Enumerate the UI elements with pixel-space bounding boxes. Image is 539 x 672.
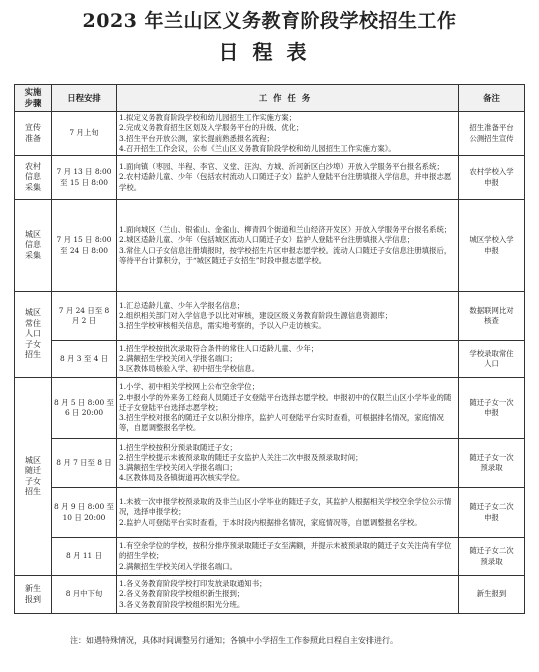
schedule-cell: 7 月 15 日 8:00 至 24 日 8:00 [52,200,117,292]
remark-cell: 新生报到 [459,576,525,614]
schedule-cell: 7 月 13 日 8:00 至 15 日 8:00 [52,156,117,200]
stage-cell: 宣传准备 [15,112,52,156]
stage-cell: 城区常住人口子女招生 [15,292,52,378]
table-row [15,200,525,292]
table-row [15,576,525,614]
table-row [15,439,525,488]
schedule-cell: 8 月中下旬 [52,576,117,614]
stage-cell: 城区随迁子女招生 [15,378,52,576]
schedule-table [14,84,525,614]
remark-cell: 农村学校入学申报 [459,156,525,200]
stage-cell: 城区信息采集 [15,200,52,292]
remark-cell: 随迁子女一次申报 [459,378,525,439]
schedule-cell: 8 月 5 日 8:00 至 6 日 20:00 [52,378,117,439]
schedule-cell: 7 月 24 日至 8 月 2 日 [52,292,117,341]
remark-cell: 数据联网比对核查 [459,292,525,341]
table-row [15,112,525,156]
remark-cell: 城区学校入学申报 [459,200,525,292]
tasks-cell: 1.汇总适龄儿童、少年入学报名信息； 2.组织相关部门对入学信息予以比对审核，建设区级义务教育阶段生源信息资源库； 3.招生学校审核相关信息，需实地考察的，予以入户走访核实。 [117,292,459,341]
header-stage: 实施步骤 [15,85,52,112]
footnote: 注：如遇特殊情况，具体时间调整另行通知；各镇中小学招生工作参照此日程自主安排进行。 [70,636,398,645]
schedule-cell: 8 月 11 日 [52,538,117,576]
remark-cell: 招生准备平台公测招生宣传 [459,112,525,156]
header-remark: 备注 [459,85,525,112]
remark-cell: 随迁子女二次申报 [459,488,525,538]
remark-cell: 学校录取常住人口 [459,341,525,378]
schedule-cell: 8 月 3 至 4 日 [52,341,117,378]
table-row [15,156,525,200]
table-row [15,292,525,341]
tasks-cell: 1.各义务教育阶段学校打印发放录取通知书； 2.各义务教育阶段学校组织新生报到； 3.各义务教育阶段学校组织阳光分班。 [117,576,459,614]
remark-cell: 随迁子女二次预录取 [459,538,525,576]
header-tasks: 工作任务 [117,85,459,112]
tasks-cell: 1.面向城区（兰山、银雀山、金雀山、柳青四个街道和兰山经济开发区）开放入学服务平台报名系统； 2.城区适龄儿童、少年（包括城区流动人口随迁子女）监护人登陆平台注册填报入学信息； 3.常住人口子女信息注册填报时，按学校招生片区申报志愿学校。流动人口随迁子女信息注册填报后，等待平台计算积分，于“城区随迁子女招生”时段申报志愿学校。 [117,200,459,292]
remark-cell: 随迁子女一次预录取 [459,439,525,488]
tasks-cell: 1.有空余学位的学校，按积分排序预录取随迁子女至满额，并提示未被预录取的随迁子女关注尚有学位的招生学校； 2.满额招生学校关闭入学报名端口。 [117,538,459,576]
tasks-cell: 1.面向镇（枣园、半程、李官、义堂、汪沟、方城、沂河新区白沙埠）开放入学服务平台报名系统； 2.农村适龄儿童、少年（包括农村流动人口随迁子女）监护人登陆平台注册填报入学信息，并申报志愿学校。 [117,156,459,200]
schedule-cell: 8 月 7 日至 8 日 [52,439,117,488]
schedule-cell: 7 月上旬 [52,112,117,156]
tasks-cell: 1.招生学校按积分预录取随迁子女； 2.招生学校提示未被预录取的随迁子女监护人关注二次申报及预录取时间； 3.满额招生学校关闭入学报名端口； 4.区教体局及各镇街道再次核实学位。 [117,439,459,488]
table-row [15,538,525,576]
document-title: 2023 年兰山区义务教育阶段学校招生工作 [82,10,457,32]
stage-cell: 新生报到 [15,576,52,614]
schedule-cell: 8 月 9 日 8:00 至 10 日 20:00 [52,488,117,538]
tasks-cell: 1.小学、初中相关学校网上公布空余学位； 2.申报小学的外来务工经商人员随迁子女登陆平台选择志愿学校。申报初中的仅限兰山区小学毕业的随迁子女登陆平台选择志愿学校； 3.招生学校对报名的随迁子女以积分排序，监护人可登陆平台实时查看，可根据排名情况，家庭情况等，自愿调整报名学校。 [117,378,459,439]
tasks-cell: 1.招生学校按批次录取符合条件的常住人口适龄儿童、少年； 2.满额招生学校关闭入学报名端口； 3.区教体局核验入学、初中招生学校信息。 [117,341,459,378]
table-row [15,488,525,538]
header-row [15,85,525,112]
tasks-cell: 1.未被一次申报学校预录取的及非兰山区小学毕业的随迁子女，其监护人根据相关学校空余学位公示情况，选择申报学校； 2.监护人可登陆平台实时查看，于本时段内根据排名情况，家庭情况等，自愿调整报名学校。 [117,488,459,538]
table-row [15,378,525,439]
tasks-cell: 1.拟定义务教育阶段学校和幼儿园招生工作实施方案； 2.完成义务教育招生区划及入学服务平台的升级、优化； 3.招生平台开放公测，家长提前熟悉报名流程； 4.召开招生工作会议，公布《兰山区义务教育阶段学校和幼儿园招生工作实施方案》。 [117,112,459,156]
document-subtitle: 日程表 [218,40,321,64]
table-row [15,341,525,378]
header-schedule: 日程安排 [52,85,117,112]
stage-cell: 农村信息采集 [15,156,52,200]
